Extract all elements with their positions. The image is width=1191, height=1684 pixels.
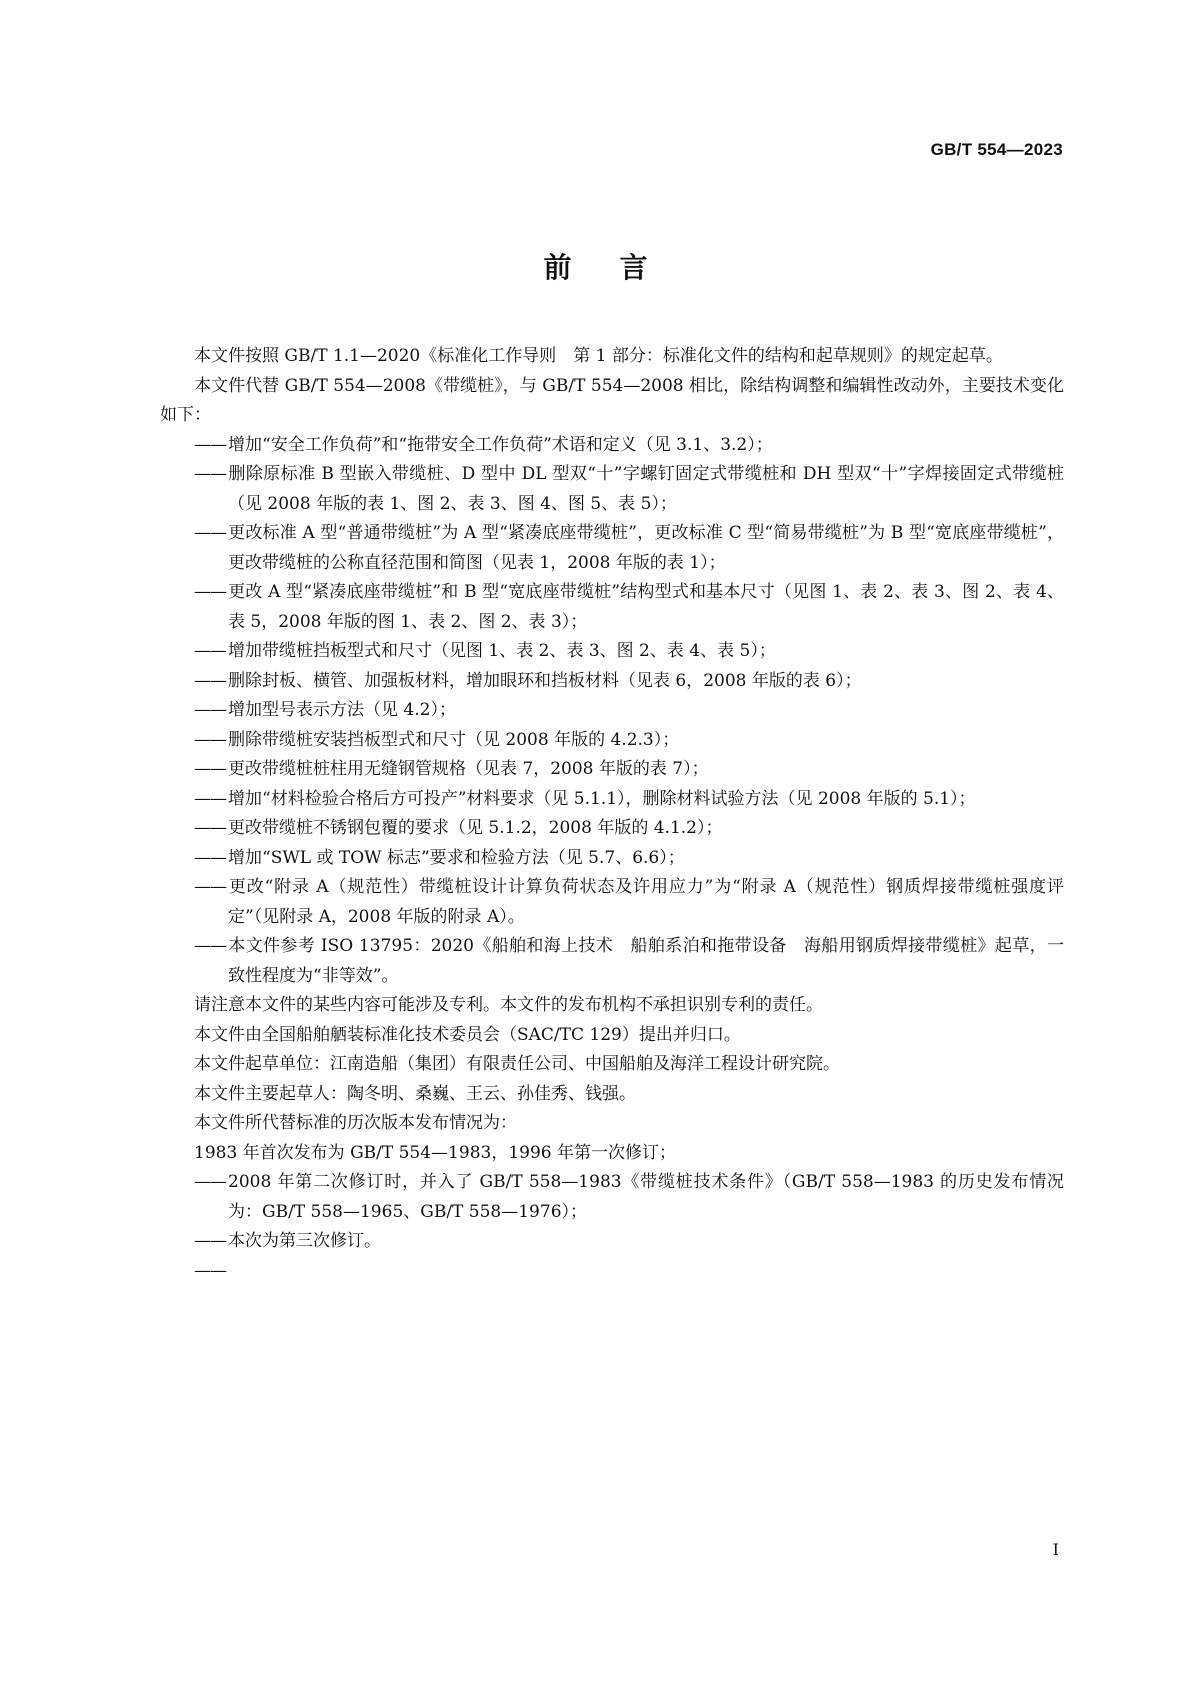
standard-number: GB/T 554—2023 <box>930 140 1063 159</box>
list-item-text: 增加带缆桩挡板型式和尺寸（见图 1、表 2、表 3、图 2、表 4、表 5）； <box>228 641 776 661</box>
dash-marker: —— <box>194 582 226 602</box>
list-item-text: 增加“材料检验合格后方可投产”材料要求（见 5.1.1），删除材料试验方法（见 2008 年版的 5.1）； <box>228 788 976 809</box>
list-item-text: 删除封板、横管、加强板材料，增加眼环和挡板材料（见表 6，2008 年版的表 6）； <box>228 670 862 691</box>
list-item-text: 增加型号表示方法（见 4.2）； <box>228 700 456 720</box>
paragraph: 1983 年首次发布为 GB/T 554—1983，1996 年第一次修订； <box>194 1142 676 1163</box>
list-item-text: 增加“安全工作负荷”和“拖带安全工作负荷”术语和定义（见 3.1、3.2）； <box>228 434 773 455</box>
list-item <box>160 460 1064 519</box>
list-item-text: 更改 A 型“紧凑底座带缆桩”和 B 型“宽底座带缆桩”结构型式和基本尺寸（见图 1、表 2、表 3、图 2、表 4、表 5，2008 年版的图 1、表 2、图 2、表 3）； <box>228 582 1064 632</box>
list-item <box>160 519 1064 578</box>
list-item <box>160 1257 1064 1287</box>
list-item <box>160 696 1064 726</box>
list-item-text: 增加“SWL 或 TOW 标志”要求和检验方法（见 5.7、6.6）； <box>228 847 685 868</box>
dash-marker: —— <box>194 464 226 484</box>
paragraph: 本文件代替 GB/T 554—2008《带缆桩》，与 GB/T 554—2008 相比，除结构调整和编辑性改动外，主要技术变化如下： <box>160 375 1064 425</box>
list-item-text: 2008 年第二次修订时，并入了 GB/T 558—1983《带缆桩技术条件》（GB/T 558—1983 的历史发布情况为：GB/T 558—1965、GB/T 558—1976）； <box>228 1172 1064 1222</box>
list-item <box>160 1168 1064 1227</box>
paragraph: 本文件主要起草人：陶冬明、桑巍、王云、孙佳秀、钱强。 <box>194 1083 636 1104</box>
dash-marker: —— <box>194 434 226 455</box>
list-item-text: 更改“附录 A（规范性）带缆桩设计计算负荷状态及许用应力”为“附录 A（规范性）钢质焊接带缆桩强度评定”（见附录 A，2008 年版的附录 A）。 <box>228 877 1064 927</box>
list-item <box>160 1227 1064 1257</box>
list-item-text: 更改带缆桩不锈钢包覆的要求（见 5.1.2，2008 年版的 4.1.2）； <box>228 818 723 838</box>
dash-marker: —— <box>194 670 226 691</box>
list-item <box>160 755 1064 785</box>
list-item <box>160 873 1064 932</box>
list-item-text: 更改带缆桩桩柱用无缝钢管规格（见表 7，2008 年版的表 7）； <box>228 759 709 779</box>
dash-marker: —— <box>194 729 226 750</box>
dash-marker: —— <box>194 1172 226 1192</box>
paragraph: 本文件由全国船舶舾装标准化技术委员会（SAC/TC 129）提出并归口。 <box>194 1024 741 1045</box>
dash-marker: —— <box>194 818 226 838</box>
dash-marker: —— <box>194 759 226 779</box>
dash-marker: —— <box>194 523 226 543</box>
list-item <box>160 844 1064 874</box>
paragraph: 本文件所代替标准的历次版本发布情况为： <box>194 1113 517 1133</box>
list-item-text: 删除原标准 B 型嵌入带缆桩、D 型中 DL 型双“十”字螺钉固定式带缆桩和 DH 型双“十”字焊接固定式带缆桩（见 2008 年版的表 1、图 2、表 3、图 4、图 5、表 5）； <box>228 464 1064 514</box>
dash-marker: —— <box>194 847 226 868</box>
page-title: 前言 <box>543 251 696 284</box>
paragraph: 本文件起草单位：江南造船（集团）有限责任公司、中国船舶及海洋工程设计研究院。 <box>194 1054 840 1074</box>
document-body <box>160 342 1064 1286</box>
dash-marker: —— <box>194 700 226 720</box>
paragraph: 本文件按照 GB/T 1.1—2020《标准化工作导则 第 1 部分：标准化文件的结构和起草规则》的规定起草。 <box>194 346 1003 366</box>
list-item-text: 更改标准 A 型“普通带缆桩”为 A 型“紧凑底座带缆桩”，更改标准 C 型“简易带缆桩”为 B 型“宽底座带缆桩”，更改带缆桩的公称直径范围和简图（见表 1，2008 年版的表 1）； <box>228 523 1064 573</box>
dash-marker: —— <box>194 1231 226 1251</box>
list-item-text: 本文件参考 ISO 13795：2020《船舶和海上技术 船舶系泊和拖带设备 海船用钢质焊接带缆桩》起草，一致性程度为“非等效”。 <box>228 936 1064 986</box>
page-number: I <box>1052 1540 1059 1559</box>
dash-marker: —— <box>194 877 226 897</box>
list-item-text: 删除带缆桩安装挡板型式和尺寸（见 2008 年版的 4.2.3）； <box>228 729 680 750</box>
list-item <box>160 785 1064 815</box>
list-item <box>160 667 1064 697</box>
list-item <box>160 578 1064 637</box>
list-item <box>160 637 1064 667</box>
list-item-text: 本次为第三次修订。 <box>228 1231 381 1251</box>
paragraph: 请注意本文件的某些内容可能涉及专利。本文件的发布机构不承担识别专利的责任。 <box>194 995 823 1015</box>
list-item <box>160 814 1064 844</box>
list-item <box>160 726 1064 756</box>
list-item <box>160 431 1064 461</box>
list-item <box>160 932 1064 991</box>
dash-marker: —— <box>194 1260 226 1281</box>
dash-marker: —— <box>194 641 226 661</box>
dash-marker: —— <box>194 936 226 956</box>
dash-marker: —— <box>194 788 226 809</box>
